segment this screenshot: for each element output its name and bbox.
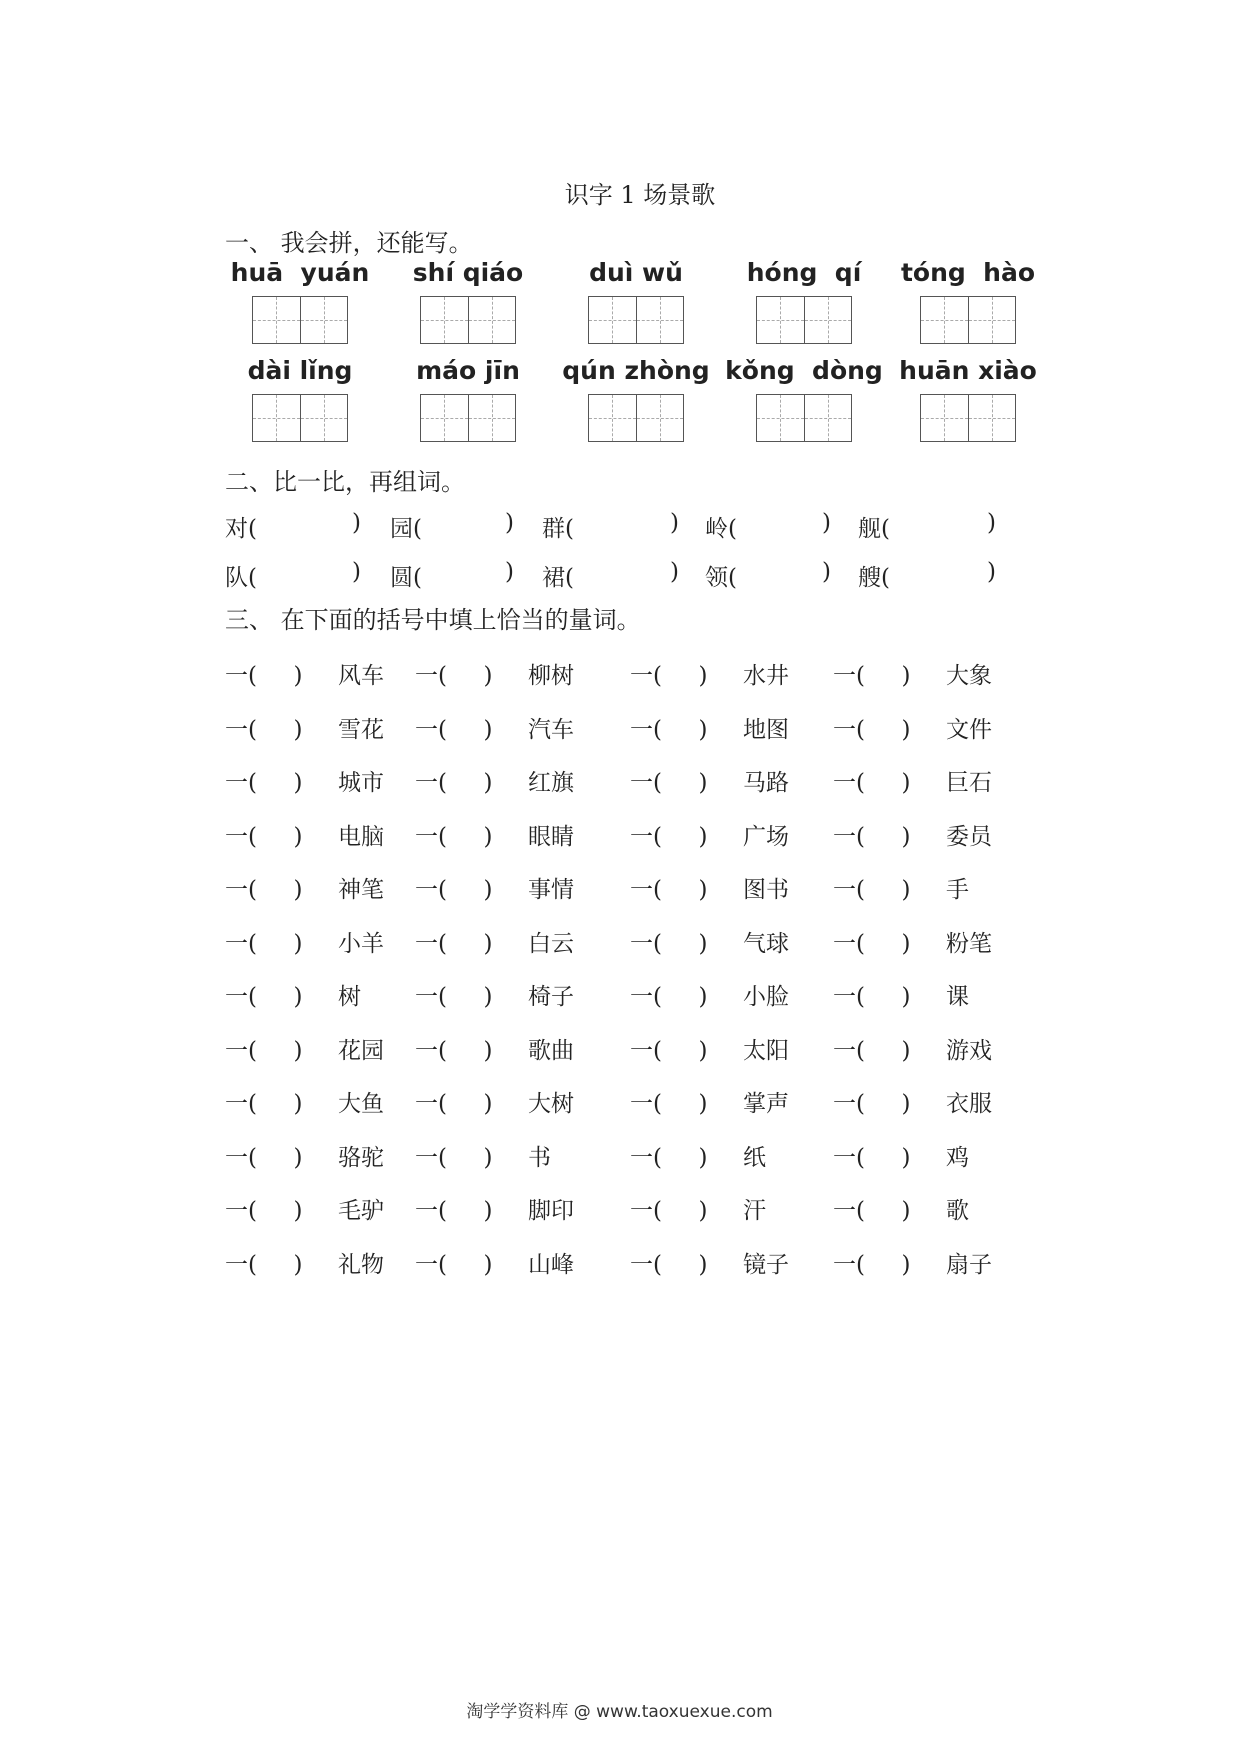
writing-cell[interactable] — [468, 297, 516, 343]
measure-word-noun: 白云 — [528, 931, 574, 957]
writing-grid[interactable] — [588, 296, 684, 344]
writing-cell[interactable] — [300, 395, 348, 441]
measure-word-noun: 汽车 — [528, 717, 574, 743]
compare-char: 对( — [225, 516, 257, 542]
writing-cell[interactable] — [589, 395, 636, 441]
compare-answer-close: ) — [352, 559, 361, 585]
measure-word-noun: 太阳 — [743, 1038, 789, 1064]
compare-answer-close: ) — [352, 510, 361, 536]
measure-word-noun: 小羊 — [338, 931, 384, 957]
measure-word-blank[interactable]: 一( ) — [225, 1198, 303, 1224]
measure-word-noun: 红旗 — [528, 770, 574, 796]
measure-word-blank[interactable]: 一( ) — [630, 877, 708, 903]
measure-word-blank[interactable]: 一( ) — [833, 770, 911, 796]
pinyin-label: hóng qí — [746, 258, 862, 287]
measure-word-noun: 图书 — [743, 877, 789, 903]
compare-char: 岭( — [705, 516, 737, 542]
measure-word-noun: 歌曲 — [528, 1038, 574, 1064]
measure-word-blank[interactable]: 一( ) — [630, 1252, 708, 1278]
section-2-heading: 二、比一比，再组词。 — [225, 468, 465, 496]
measure-word-noun: 花园 — [338, 1038, 384, 1064]
measure-word-blank[interactable]: 一( ) — [630, 931, 708, 957]
writing-grid[interactable] — [756, 394, 852, 442]
measure-word-noun: 手 — [946, 877, 969, 903]
pinyin-label: qún zhòng — [562, 356, 710, 385]
writing-grid[interactable] — [252, 296, 348, 344]
measure-word-noun: 电脑 — [338, 824, 384, 850]
compare-char: 艘( — [858, 565, 890, 591]
measure-word-noun: 大鱼 — [338, 1091, 384, 1117]
measure-word-noun: 大象 — [946, 663, 992, 689]
section-3-heading: 三、 在下面的括号中填上恰当的量词。 — [225, 606, 641, 634]
measure-word-noun: 柳树 — [528, 663, 574, 689]
compare-answer-close: ) — [670, 559, 679, 585]
writing-cell[interactable] — [589, 297, 636, 343]
writing-grid[interactable] — [420, 296, 516, 344]
measure-word-noun: 粉笔 — [946, 931, 992, 957]
writing-cell[interactable] — [921, 395, 968, 441]
measure-word-noun: 游戏 — [946, 1038, 992, 1064]
measure-word-noun: 鸡 — [946, 1145, 969, 1171]
writing-grid[interactable] — [920, 394, 1016, 442]
measure-word-blank[interactable]: 一( ) — [630, 824, 708, 850]
pinyin-label: kǒng dòng — [725, 356, 883, 385]
pinyin-label: tóng hào — [900, 258, 1036, 287]
compare-char: 领( — [705, 565, 737, 591]
measure-word-blank[interactable]: 一( ) — [833, 1145, 911, 1171]
writing-cell[interactable] — [804, 395, 852, 441]
writing-cell[interactable] — [968, 297, 1016, 343]
writing-grid[interactable] — [756, 296, 852, 344]
pinyin-label: huā yuán — [230, 258, 370, 287]
measure-word-noun: 扇子 — [946, 1252, 992, 1278]
footer-watermark: 淘学学资料库 @ www.taoxuexue.com — [466, 1702, 773, 1722]
measure-word-noun: 小脸 — [743, 984, 789, 1010]
pinyin-label: duì wǔ — [589, 258, 683, 287]
measure-word-blank[interactable]: 一( ) — [833, 931, 911, 957]
pinyin-label: shí qiáo — [412, 258, 524, 287]
measure-word-noun: 广场 — [743, 824, 789, 850]
measure-word-blank[interactable]: 一( ) — [415, 1145, 493, 1171]
compare-char: 圆( — [390, 565, 422, 591]
measure-word-noun: 神笔 — [338, 877, 384, 903]
measure-word-blank[interactable]: 一( ) — [415, 717, 493, 743]
measure-word-blank[interactable]: 一( ) — [833, 824, 911, 850]
measure-word-noun: 地图 — [743, 717, 789, 743]
measure-word-blank[interactable]: 一( ) — [415, 984, 493, 1010]
writing-grid[interactable] — [588, 394, 684, 442]
measure-word-blank[interactable]: 一( ) — [225, 663, 303, 689]
measure-word-noun: 歌 — [946, 1198, 969, 1224]
compare-char: 舰( — [858, 516, 890, 542]
measure-word-blank[interactable]: 一( ) — [833, 1091, 911, 1117]
compare-answer-close: ) — [670, 510, 679, 536]
compare-answer-close: ) — [987, 510, 996, 536]
compare-answer-close: ) — [987, 559, 996, 585]
measure-word-noun: 衣服 — [946, 1091, 992, 1117]
measure-word-blank[interactable]: 一( ) — [225, 1252, 303, 1278]
measure-word-blank[interactable]: 一( ) — [225, 1145, 303, 1171]
compare-answer-close: ) — [505, 559, 514, 585]
measure-word-blank[interactable]: 一( ) — [833, 984, 911, 1010]
pinyin-label: dài lǐng — [247, 356, 353, 385]
measure-word-noun: 椅子 — [528, 984, 574, 1010]
writing-cell[interactable] — [468, 395, 516, 441]
measure-word-noun: 镜子 — [743, 1252, 789, 1278]
compare-answer-close: ) — [822, 510, 831, 536]
measure-word-noun: 事情 — [528, 877, 574, 903]
writing-grid[interactable] — [920, 296, 1016, 344]
measure-word-blank[interactable]: 一( ) — [630, 1038, 708, 1064]
measure-word-blank[interactable]: 一( ) — [415, 663, 493, 689]
measure-word-blank[interactable]: 一( ) — [415, 770, 493, 796]
measure-word-noun: 大树 — [528, 1091, 574, 1117]
measure-word-blank[interactable]: 一( ) — [225, 770, 303, 796]
writing-cell[interactable] — [253, 297, 300, 343]
measure-word-noun: 眼睛 — [528, 824, 574, 850]
measure-word-blank[interactable]: 一( ) — [225, 877, 303, 903]
measure-word-blank[interactable]: 一( ) — [833, 1252, 911, 1278]
compare-char: 队( — [225, 565, 257, 591]
measure-word-noun: 文件 — [946, 717, 992, 743]
measure-word-blank[interactable]: 一( ) — [630, 1091, 708, 1117]
measure-word-blank[interactable]: 一( ) — [415, 1198, 493, 1224]
measure-word-noun: 毛驴 — [338, 1198, 384, 1224]
pinyin-label: huān xiào — [899, 356, 1037, 385]
measure-word-blank[interactable]: 一( ) — [415, 1252, 493, 1278]
writing-cell[interactable] — [757, 297, 804, 343]
writing-cell[interactable] — [968, 395, 1016, 441]
measure-word-noun: 掌声 — [743, 1091, 789, 1117]
measure-word-blank[interactable]: 一( ) — [630, 1198, 708, 1224]
measure-word-blank[interactable]: 一( ) — [630, 1145, 708, 1171]
measure-word-noun: 课 — [946, 984, 969, 1010]
measure-word-blank[interactable]: 一( ) — [833, 1038, 911, 1064]
measure-word-blank[interactable]: 一( ) — [415, 1038, 493, 1064]
measure-word-noun: 礼物 — [338, 1252, 384, 1278]
page-title: 识字 1 场景歌 — [564, 181, 716, 209]
measure-word-noun: 山峰 — [528, 1252, 574, 1278]
measure-word-noun: 马路 — [743, 770, 789, 796]
measure-word-blank[interactable]: 一( ) — [833, 877, 911, 903]
measure-word-blank[interactable]: 一( ) — [225, 1038, 303, 1064]
compare-char: 园( — [390, 516, 422, 542]
measure-word-blank[interactable]: 一( ) — [415, 877, 493, 903]
measure-word-blank[interactable]: 一( ) — [630, 984, 708, 1010]
measure-word-noun: 水井 — [743, 663, 789, 689]
measure-word-noun: 书 — [528, 1145, 551, 1171]
measure-word-noun: 城市 — [338, 770, 384, 796]
measure-word-blank[interactable]: 一( ) — [415, 824, 493, 850]
compare-char: 裙( — [542, 565, 574, 591]
measure-word-blank[interactable]: 一( ) — [415, 1091, 493, 1117]
writing-cell[interactable] — [636, 395, 684, 441]
measure-word-blank[interactable]: 一( ) — [225, 1091, 303, 1117]
writing-cell[interactable] — [921, 297, 968, 343]
writing-cell[interactable] — [253, 395, 300, 441]
measure-word-blank[interactable]: 一( ) — [225, 717, 303, 743]
measure-word-noun: 纸 — [743, 1145, 766, 1171]
measure-word-noun: 雪花 — [338, 717, 384, 743]
measure-word-noun: 巨石 — [946, 770, 992, 796]
writing-grid[interactable] — [252, 394, 348, 442]
section-1-heading: 一、 我会拼，还能写。 — [225, 229, 473, 257]
writing-cell[interactable] — [757, 395, 804, 441]
measure-word-blank[interactable]: 一( ) — [630, 770, 708, 796]
measure-word-noun: 气球 — [743, 931, 789, 957]
writing-cell[interactable] — [636, 297, 684, 343]
writing-cell[interactable] — [804, 297, 852, 343]
measure-word-blank[interactable]: 一( ) — [833, 663, 911, 689]
writing-cell[interactable] — [421, 395, 468, 441]
compare-answer-close: ) — [822, 559, 831, 585]
writing-grid[interactable] — [420, 394, 516, 442]
measure-word-noun: 风车 — [338, 663, 384, 689]
writing-cell[interactable] — [300, 297, 348, 343]
measure-word-blank[interactable]: 一( ) — [225, 931, 303, 957]
measure-word-noun: 骆驼 — [338, 1145, 384, 1171]
compare-char: 群( — [542, 516, 574, 542]
measure-word-noun: 委员 — [946, 824, 992, 850]
measure-word-blank[interactable]: 一( ) — [225, 824, 303, 850]
measure-word-blank[interactable]: 一( ) — [833, 717, 911, 743]
measure-word-blank[interactable]: 一( ) — [630, 663, 708, 689]
measure-word-blank[interactable]: 一( ) — [225, 984, 303, 1010]
measure-word-blank[interactable]: 一( ) — [630, 717, 708, 743]
measure-word-noun: 汗 — [743, 1198, 766, 1224]
measure-word-blank[interactable]: 一( ) — [833, 1198, 911, 1224]
measure-word-blank[interactable]: 一( ) — [415, 931, 493, 957]
measure-word-noun: 脚印 — [528, 1198, 574, 1224]
pinyin-label: máo jīn — [416, 356, 520, 385]
measure-word-noun: 树 — [338, 984, 361, 1010]
compare-answer-close: ) — [505, 510, 514, 536]
writing-cell[interactable] — [421, 297, 468, 343]
